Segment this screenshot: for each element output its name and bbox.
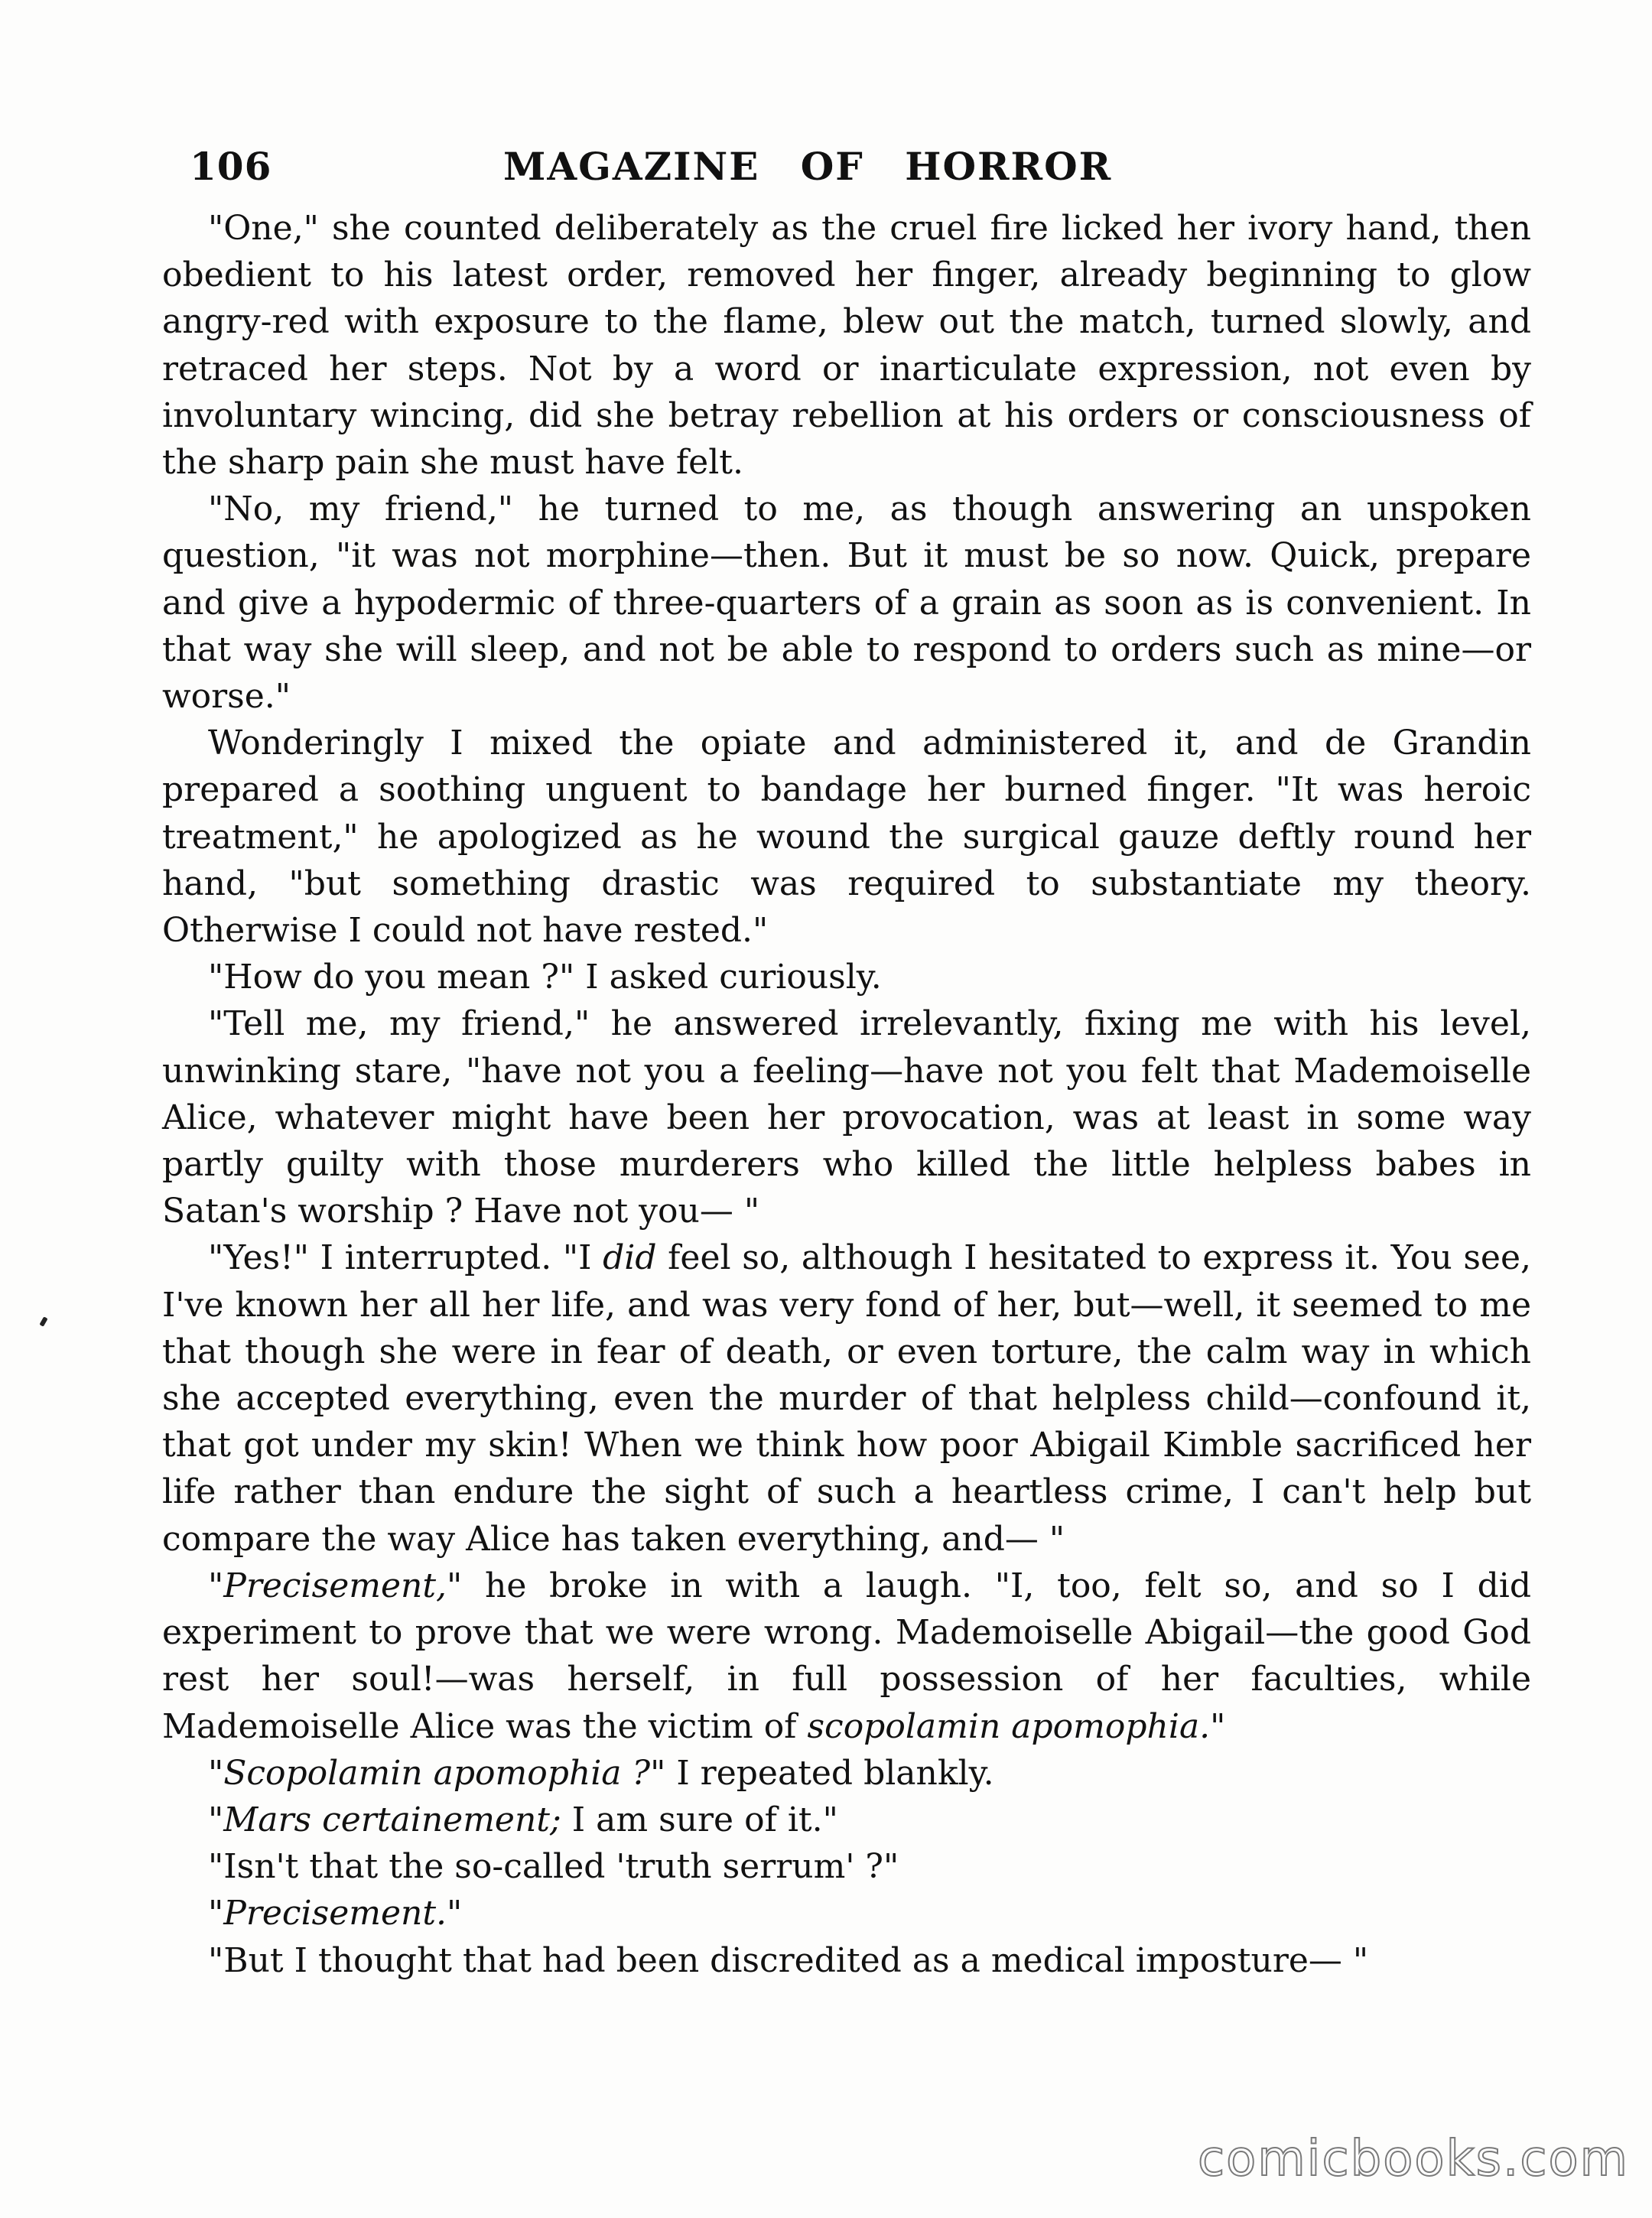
paragraph: "One," she counted deliberately as the cruel fire licked her ivory hand, then obedient to his latest order, removed her finger, already beginning to glow angry-red with exposure to the flame, blew out the match, turned slowly, and retraced her steps. Not by a word or inarticulate expression, not even by involuntary wincing, did she betray rebellion at his orders or consciousness of the sharp pain she must have felt. (162, 209, 1531, 483)
paragraph-text: he broke in with a laugh. "I, too, felt so, and so I did experiment to prove that we were wrong. Mademoiselle Abigail—the good God rest her soul!—was herself, in full possession of her faculties, while Mademoiselle Alice was the victim of (162, 1566, 1531, 1746)
emphasis: "Precisement." (208, 1894, 463, 1933)
running-title: MAGAZINE OF HORROR (503, 144, 1113, 189)
paragraph-text: "Yes!" I interrupted. "I (208, 1238, 603, 1278)
emphasis: "Precisement," (208, 1566, 463, 1605)
print-speck (39, 1316, 47, 1326)
emphasis: "Mars certainement; (208, 1800, 561, 1839)
paragraph-text: feel so, although I hesitated to express it. You see, I've known her all her life, and was very fond of her, but—well, it seemed to me that though she were in fear of death, or even torture, the calm way in which she accepted everything, even the murder of that helpless child—confound it, that got under my skin! When we think how poor Abigail Kimble sacrificed her life rather than endure the sight of such a heartless crime, I can't help but compare the way Alice has taken everything, and— " (162, 1238, 1531, 1559)
paragraph (162, 1750, 1531, 1797)
paragraph (162, 1234, 1531, 1562)
paragraph: "How do you mean ?" I asked curiously. (208, 958, 882, 997)
paragraph-text: I repeated blankly. (665, 1753, 994, 1793)
paragraph: "No, my friend," he turned to me, as though answering an unspoken question, "it was not morphine—then. But it must be so now. Quick, prepare and give a hypodermic of three-quarters of a grain as soon as is convenient. In that way she will sleep, and not be able to respond to orders such as mine—or worse." (162, 489, 1531, 717)
paragraph (162, 1890, 1531, 1937)
emphasis: "Scopolamin apomophia ?" (208, 1753, 666, 1793)
watermark: comicbooks.com (1197, 2131, 1629, 2187)
paragraph (162, 1797, 1531, 1843)
paragraph: "Isn't that the so-called 'truth serrum' ?" (208, 1847, 899, 1887)
emphasis: scopolamin apomophia." (807, 1706, 1226, 1746)
paragraph (162, 1563, 1531, 1750)
page-header (190, 144, 1306, 190)
emphasis: did (603, 1238, 657, 1278)
paragraph: "But I thought that had been discredited as a medical imposture— " (208, 1940, 1369, 1980)
paragraph: Wonderingly I mixed the opiate and administered it, and de Grandin prepared a soothing unguent to bandage her burned finger. "It was heroic treatment," he apologized as he wound the surgical gauze deftly round her hand, "but something drastic was required to substantiate my theory. Otherwise I could not have rested." (162, 724, 1531, 951)
paragraph: "Tell me, my friend," he answered irrelevantly, fixing me with his level, unwinking stare, "have not you a feeling—have not you felt that Mademoiselle Alice, whatever might have been her provocation, was at least in some way partly guilty with those murderers who killed the little helpless babes in Satan's worship ? Have not you— " (162, 1004, 1531, 1231)
page-number: 106 (190, 144, 272, 189)
paragraph-text: I am sure of it." (561, 1800, 838, 1839)
story-text (162, 205, 1531, 1984)
